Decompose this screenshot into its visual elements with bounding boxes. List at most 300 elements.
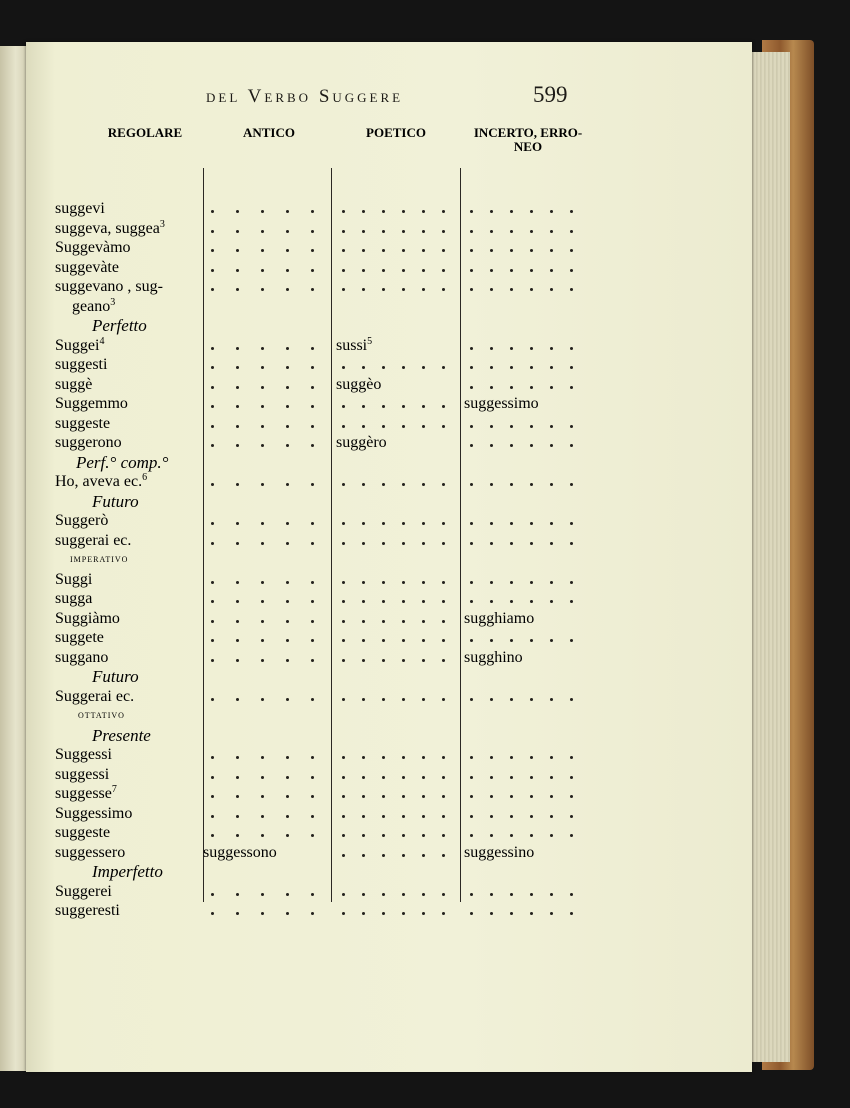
leader-dot: [211, 912, 214, 915]
leader-dot: [470, 834, 473, 837]
leader-dot: [470, 249, 473, 252]
poetico-leader-dots: [342, 745, 452, 764]
row-label: [55, 765, 109, 784]
leader-dot: [570, 542, 573, 545]
antico-leader-dots: [211, 628, 321, 647]
leader-dot: [382, 269, 385, 272]
leader-dot: [211, 639, 214, 642]
leader-dot: [382, 854, 385, 857]
leader-dot: [442, 249, 445, 252]
row-label-text: suggerono: [55, 434, 122, 451]
leader-dot: [382, 600, 385, 603]
leader-dot: [261, 600, 264, 603]
leader-dot: [236, 405, 239, 408]
antico-leader-dots: [211, 433, 321, 452]
leader-dot: [236, 269, 239, 272]
leader-dot: [261, 620, 264, 623]
poetico-leader-dots: [342, 882, 452, 901]
antico-leader-dots: [211, 609, 321, 628]
leader-dot: [382, 698, 385, 701]
leader-dot: [261, 815, 264, 818]
leader-dot: [342, 269, 345, 272]
incerto-leader-dots: [470, 375, 580, 394]
leader-dot: [211, 405, 214, 408]
leader-dot: [211, 386, 214, 389]
leader-dot: [236, 366, 239, 369]
leader-dot: [490, 698, 493, 701]
leader-dot: [311, 795, 314, 798]
row-label-text: suggevi: [55, 200, 105, 217]
leader-dot: [510, 269, 513, 272]
poetico-leader-dots: [342, 784, 452, 803]
leader-dot: [342, 659, 345, 662]
leader-dot: [362, 756, 365, 759]
row-label-text: suggessero: [55, 843, 126, 861]
poetico-leader-dots: [342, 843, 452, 862]
row-label-text: Imperfetto: [92, 862, 163, 881]
incerto-leader-dots: [470, 745, 580, 764]
poetico-leader-dots: [342, 277, 452, 296]
leader-dot: [550, 425, 553, 428]
leader-dot: [570, 834, 573, 837]
leader-dot: [236, 210, 239, 213]
row-label-text: Futuro: [92, 491, 139, 511]
leader-dot: [570, 444, 573, 447]
leader-dot: [311, 522, 314, 525]
antico-leader-dots: [211, 394, 321, 413]
row-label: [55, 570, 92, 589]
incerto-form-text: sugghiamo: [464, 609, 535, 627]
incerto-leader-dots: [470, 804, 580, 823]
leader-dot: [311, 210, 314, 213]
leader-dot: [402, 834, 405, 837]
antico-leader-dots: [211, 199, 321, 218]
leader-dot: [442, 542, 445, 545]
leader-dot: [550, 444, 553, 447]
leader-dot: [362, 249, 365, 252]
leader-dot: [530, 425, 533, 428]
leader-dot: [422, 425, 425, 428]
leader-dot: [286, 912, 289, 915]
leader-dot: [236, 347, 239, 350]
leader-dot: [261, 756, 264, 759]
row-label-text: suggessi: [55, 765, 110, 783]
leader-dot: [311, 659, 314, 662]
leader-dot: [510, 386, 513, 389]
row-label-text: ottativo: [78, 709, 125, 721]
incerto-leader-dots: [470, 238, 580, 257]
leader-dot: [402, 756, 405, 759]
leader-dot: [261, 912, 264, 915]
leader-dot: [442, 210, 445, 213]
row-label-text: Suggi: [55, 570, 93, 588]
leader-dot: [261, 542, 264, 545]
leader-dot: [236, 698, 239, 701]
leader-dot: [422, 620, 425, 623]
antico-leader-dots: [211, 511, 321, 530]
poetico-leader-dots: [342, 570, 452, 589]
antico-leader-dots: [211, 355, 321, 374]
leader-dot: [286, 581, 289, 584]
leader-dot: [311, 600, 314, 603]
leader-dot: [236, 230, 239, 233]
row-label: [55, 784, 117, 803]
incerto-leader-dots: [470, 784, 580, 803]
leader-dot: [261, 522, 264, 525]
leader-dot: [211, 347, 214, 350]
leader-dot: [342, 815, 345, 818]
leader-dot: [550, 893, 553, 896]
leader-dot: [490, 386, 493, 389]
leader-dot: [490, 425, 493, 428]
leader-dot: [236, 444, 239, 447]
leader-dot: [510, 639, 513, 642]
row-label: [55, 589, 92, 608]
column-header-incerto: INCERTO, ERRO-NEO: [473, 125, 583, 154]
leader-dot: [362, 405, 365, 408]
leader-dot: [382, 581, 385, 584]
leader-dot: [470, 698, 473, 701]
leader-dot: [422, 210, 425, 213]
leader-dot: [236, 795, 239, 798]
leader-dot: [550, 522, 553, 525]
incerto-leader-dots: [470, 277, 580, 296]
leader-dot: [261, 386, 264, 389]
leader-dot: [570, 230, 573, 233]
leader-dot: [570, 639, 573, 642]
leader-dot: [286, 288, 289, 291]
leader-dot: [362, 366, 365, 369]
leader-dot: [342, 639, 345, 642]
leader-dot: [570, 581, 573, 584]
column-rule-3: [460, 168, 461, 902]
leader-dot: [490, 542, 493, 545]
leader-dot: [286, 483, 289, 486]
poetico-form: [336, 336, 372, 355]
column-rule-2: [331, 168, 332, 902]
footnote-marker: 3: [110, 296, 116, 308]
incerto-form-text: sugghino: [464, 648, 523, 666]
leader-dot: [311, 912, 314, 915]
leader-dot: [402, 483, 405, 486]
antico-leader-dots: [211, 823, 321, 842]
leader-dot: [510, 483, 513, 486]
leader-dot: [211, 659, 214, 662]
leader-dot: [490, 834, 493, 837]
leader-dot: [530, 288, 533, 291]
leader-dot: [382, 230, 385, 233]
leader-dot: [510, 210, 513, 213]
leader-dot: [382, 834, 385, 837]
leader-dot: [470, 756, 473, 759]
row-label-text: Suggerai ec.: [55, 687, 135, 705]
leader-dot: [261, 639, 264, 642]
leader-dot: [382, 659, 385, 662]
leader-dot: [490, 249, 493, 252]
leader-dot: [236, 756, 239, 759]
leader-dot: [570, 269, 573, 272]
leader-dot: [342, 366, 345, 369]
poetico-leader-dots: [342, 219, 452, 238]
leader-dot: [236, 425, 239, 428]
leader-dot: [236, 620, 239, 623]
leader-dot: [490, 893, 493, 896]
leader-dot: [422, 893, 425, 896]
incerto-leader-dots: [470, 901, 580, 920]
poetico-leader-dots: [342, 765, 452, 784]
leader-dot: [211, 425, 214, 428]
leader-dot: [211, 698, 214, 701]
incerto-leader-dots: [470, 765, 580, 784]
antico-form: [203, 843, 277, 862]
leader-dot: [442, 776, 445, 779]
leader-dot: [286, 249, 289, 252]
leader-dot: [510, 249, 513, 252]
row-label: [55, 745, 112, 764]
leader-dot: [211, 756, 214, 759]
leader-dot: [261, 698, 264, 701]
leader-dot: [261, 659, 264, 662]
poetico-leader-dots: [342, 258, 452, 277]
leader-dot: [442, 620, 445, 623]
antico-leader-dots: [211, 414, 321, 433]
leader-dot: [286, 210, 289, 213]
incerto-form-text: suggessimo: [464, 395, 539, 412]
leader-dot: [342, 795, 345, 798]
row-label: [55, 687, 134, 706]
antico-leader-dots: [211, 882, 321, 901]
leader-dot: [362, 659, 365, 662]
leader-dot: [530, 581, 533, 584]
leader-dot: [236, 249, 239, 252]
leader-dot: [470, 815, 473, 818]
leader-dot: [422, 854, 425, 857]
footnote-marker: 5: [367, 335, 373, 347]
row-label-text: Presente: [92, 725, 151, 745]
leader-dot: [362, 815, 365, 818]
leader-dot: [382, 912, 385, 915]
leader-dot: [382, 756, 385, 759]
leader-dot: [550, 542, 553, 545]
poetico-leader-dots: [342, 531, 452, 550]
leader-dot: [510, 444, 513, 447]
leader-dot: [570, 698, 573, 701]
row-label: [55, 901, 120, 920]
row-label: [55, 394, 128, 413]
row-label-text: Suggessimo: [55, 804, 133, 822]
row-label: [92, 862, 163, 881]
leader-dot: [530, 249, 533, 252]
incerto-leader-dots: [470, 531, 580, 550]
leader-dot: [490, 581, 493, 584]
leader-dot: [236, 815, 239, 818]
leader-dot: [570, 776, 573, 779]
leader-dot: [470, 288, 473, 291]
leader-dot: [530, 815, 533, 818]
leader-dot: [261, 210, 264, 213]
leader-dot: [550, 795, 553, 798]
row-label-text: Suggei: [55, 336, 100, 354]
leader-dot: [236, 483, 239, 486]
incerto-leader-dots: [470, 589, 580, 608]
leader-dot: [402, 249, 405, 252]
leader-dot: [311, 815, 314, 818]
row-label: [92, 316, 147, 335]
leader-dot: [311, 405, 314, 408]
leader-dot: [490, 444, 493, 447]
incerto-leader-dots: [470, 472, 580, 491]
leader-dot: [362, 893, 365, 896]
leader-dot: [342, 893, 345, 896]
leader-dot: [261, 347, 264, 350]
leader-dot: [490, 639, 493, 642]
row-label: [55, 531, 131, 550]
row-label: [76, 453, 168, 472]
leader-dot: [550, 912, 553, 915]
leader-dot: [211, 366, 214, 369]
leader-dot: [236, 834, 239, 837]
leader-dot: [382, 288, 385, 291]
poetico-form-text: suggèro: [336, 434, 387, 451]
leader-dot: [261, 776, 264, 779]
antico-leader-dots: [211, 589, 321, 608]
leader-dot: [211, 893, 214, 896]
antico-leader-dots: [211, 745, 321, 764]
leader-dot: [362, 210, 365, 213]
antico-leader-dots: [211, 277, 321, 296]
leader-dot: [422, 405, 425, 408]
antico-leader-dots: [211, 375, 321, 394]
leader-dot: [342, 698, 345, 701]
antico-leader-dots: [211, 238, 321, 257]
leader-dot: [211, 600, 214, 603]
leader-dot: [382, 366, 385, 369]
leader-dot: [422, 366, 425, 369]
incerto-leader-dots: [470, 882, 580, 901]
leader-dot: [342, 581, 345, 584]
leader-dot: [530, 795, 533, 798]
leader-dot: [311, 366, 314, 369]
row-label-text: suggesti: [55, 356, 108, 373]
leader-dot: [570, 893, 573, 896]
leader-dot: [342, 522, 345, 525]
leader-dot: [510, 288, 513, 291]
leader-dot: [510, 522, 513, 525]
leader-dot: [286, 795, 289, 798]
footnote-marker: 7: [111, 784, 117, 795]
row-label: [55, 199, 105, 218]
row-label: [55, 609, 120, 628]
leader-dot: [311, 425, 314, 428]
leader-dot: [236, 581, 239, 584]
leader-dot: [311, 620, 314, 623]
leader-dot: [422, 815, 425, 818]
leader-dot: [362, 269, 365, 272]
leader-dot: [362, 698, 365, 701]
poetico-form: [336, 433, 387, 452]
leader-dot: [470, 444, 473, 447]
antico-leader-dots: [211, 570, 321, 589]
leader-dot: [402, 620, 405, 623]
leader-dot: [422, 483, 425, 486]
leader-dot: [342, 483, 345, 486]
leader-dot: [550, 815, 553, 818]
row-label: [55, 511, 108, 530]
antico-leader-dots: [211, 765, 321, 784]
leader-dot: [362, 542, 365, 545]
leader-dot: [211, 230, 214, 233]
leader-dot: [442, 698, 445, 701]
leader-dot: [311, 639, 314, 642]
poetico-leader-dots: [342, 804, 452, 823]
leader-dot: [422, 639, 425, 642]
leader-dot: [550, 581, 553, 584]
poetico-leader-dots: [342, 511, 452, 530]
poetico-leader-dots: [342, 648, 452, 667]
antico-leader-dots: [211, 336, 321, 355]
leader-dot: [236, 893, 239, 896]
leader-dot: [211, 269, 214, 272]
leader-dot: [550, 347, 553, 350]
leader-dot: [530, 366, 533, 369]
leader-dot: [211, 620, 214, 623]
leader-dot: [211, 210, 214, 213]
leader-dot: [470, 639, 473, 642]
row-label-text: Perfetto: [92, 316, 147, 335]
leader-dot: [570, 756, 573, 759]
leader-dot: [311, 444, 314, 447]
leader-dot: [311, 288, 314, 291]
footnote-marker: 3: [159, 218, 165, 230]
page-number: 599: [533, 82, 568, 107]
leader-dot: [442, 581, 445, 584]
leader-dot: [362, 425, 365, 428]
leader-dot: [382, 815, 385, 818]
row-label-text: suggete: [55, 629, 104, 646]
leader-dot: [402, 366, 405, 369]
leader-dot: [422, 288, 425, 291]
leader-dot: [342, 210, 345, 213]
leader-dot: [236, 776, 239, 779]
leader-dot: [422, 581, 425, 584]
leader-dot: [286, 834, 289, 837]
row-label-text: suggeste: [55, 824, 111, 841]
leader-dot: [342, 542, 345, 545]
leader-dot: [286, 639, 289, 642]
leader-dot: [470, 366, 473, 369]
leader-dot: [382, 795, 385, 798]
leader-dot: [362, 854, 365, 857]
row-label: [55, 804, 132, 823]
leader-dot: [382, 776, 385, 779]
leader-dot: [550, 288, 553, 291]
leader-dot: [236, 386, 239, 389]
leader-dot: [342, 405, 345, 408]
leader-dot: [510, 795, 513, 798]
leader-dot: [470, 230, 473, 233]
incerto-form: [464, 648, 523, 667]
row-label: [78, 706, 125, 725]
incerto-leader-dots: [470, 219, 580, 238]
row-label-text: Perf.° comp.°: [76, 452, 169, 472]
leader-dot: [530, 893, 533, 896]
leader-dot: [530, 483, 533, 486]
leader-dot: [570, 249, 573, 252]
leader-dot: [342, 834, 345, 837]
leader-dot: [422, 522, 425, 525]
leader-dot: [286, 522, 289, 525]
leader-dot: [286, 386, 289, 389]
